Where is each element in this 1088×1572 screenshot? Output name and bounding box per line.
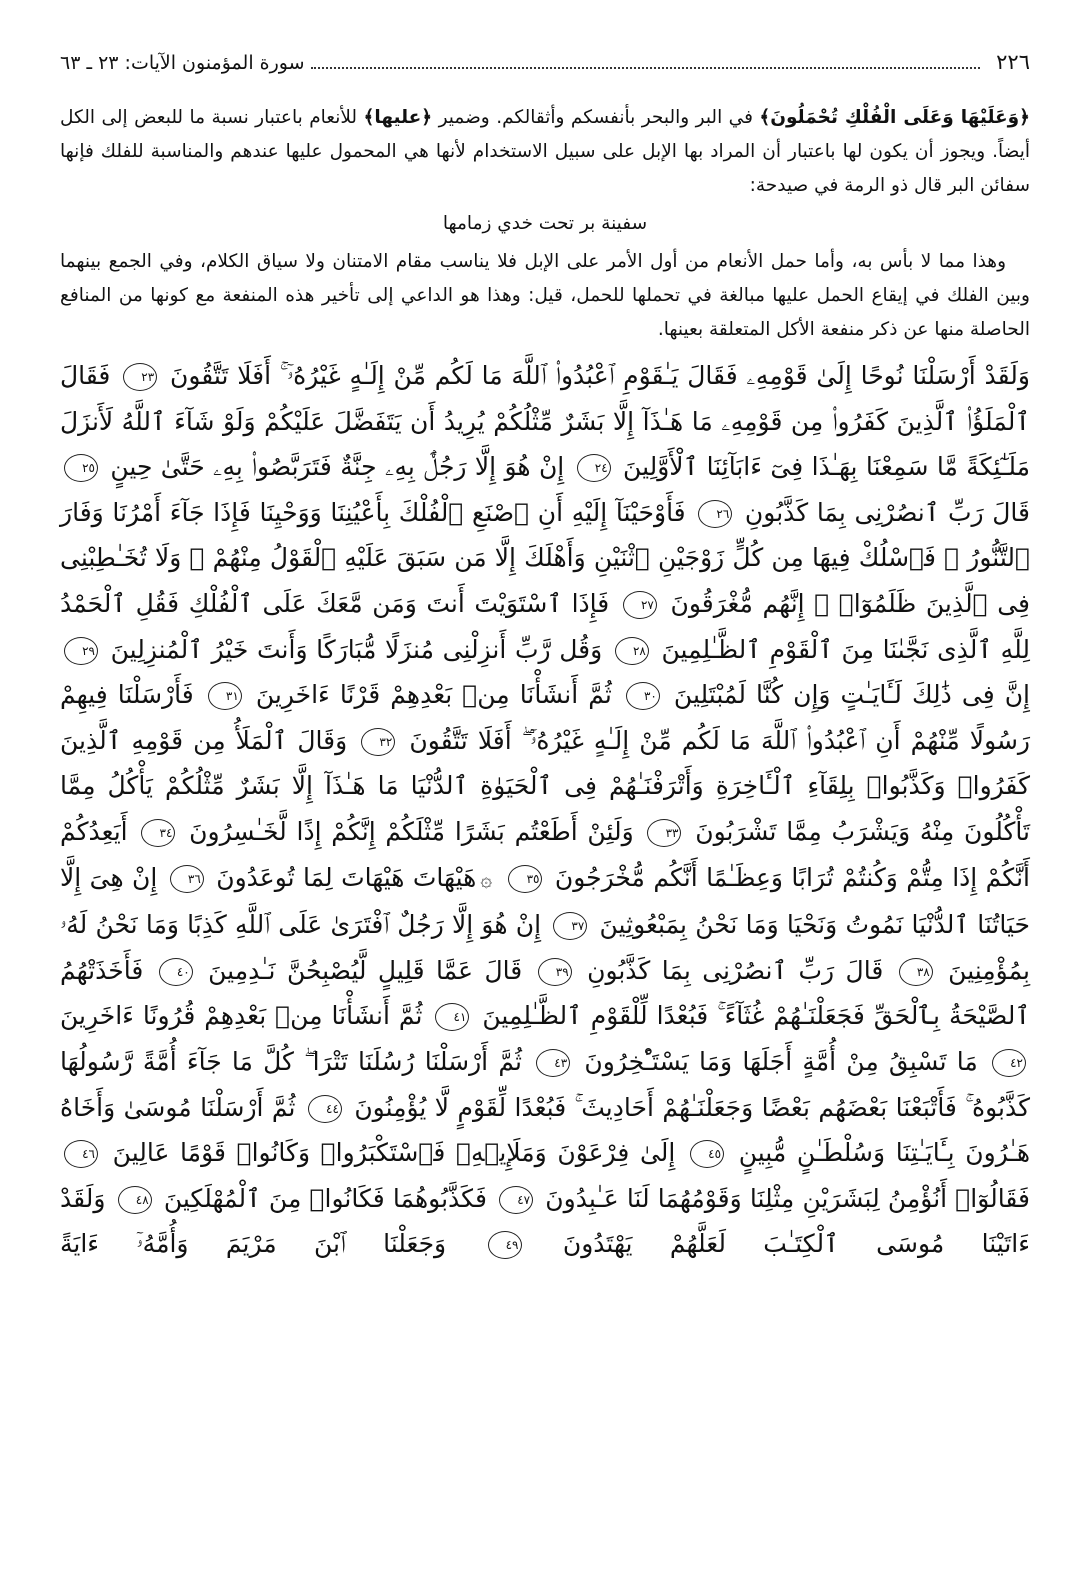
ayah-number-marker: ٤٩ [488,1231,522,1259]
page-number: ٢٢٦ [996,50,1030,74]
ayah-text: قَالَ رَبِّ ٱنصُرْنِى بِمَا كَذَّبُونِ [587,955,884,985]
ayah-text: ثُمَّ أَرْسَلْنَا مُوسَىٰ وَأَخَاهُ هَـٰرُونَ بِـَٔايَـٰتِنَا وَسُلْطَـٰنٍ مُّبِينٍ [60,1092,1031,1168]
ayah-number-marker: ٤٥ [690,1140,724,1168]
ayah-text: فَأَخَذَتْهُمُ ٱلصَّيْحَةُ بِٱلْحَقِّ فَجَعَلْنَـٰهُمْ غُثَآءً ۚ فَبُعْدًا لِّلْقَوْمِ ٱلظَّـٰلِمِينَ [60,955,1030,1031]
quran-text-block [60,353,1030,1267]
running-title: سورة المؤمنون الآيات: ٢٣ ـ ٦٣ [60,52,305,74]
ayah-text: وَقَالَ ٱلْمَلَأُ مِن قَوْمِهِ ٱلَّذِينَ كَفَرُوا۟ وَكَذَّبُوا۟ بِلِقَآءِ ٱلْـَٔاخِرَةِ وَأَتْرَفْنَـٰهُمْ فِى ٱلْحَيَوٰةِ ٱلدُّنْيَا مَا هَـٰذَآ إِلَّا بَشَرٌ مِّثْلُكُمْ يَأْكُلُ مِمَّا تَأْكُلُونَ مِنْهُ وَيَشْرَبُ مِمَّا تَشْرَبُونَ [60,725,1031,846]
ayah-number-marker: ٣٠ [626,682,660,710]
ayah-text: فَقَالُوٓا۟ أَنُؤْمِنُ لِبَشَرَيْنِ مِثْلِنَا وَقَوْمُهُمَا لَنَا عَـٰبِدُونَ [545,1183,1030,1213]
page-header [60,50,1030,87]
ayah-number-marker: ٢٧ [623,591,657,619]
ayah-number-marker: ٣٣ [647,819,681,847]
quoted-word: ﴿عليها﴾ [363,107,433,128]
ayah-number-marker: ٣٩ [538,958,572,986]
poetry-verse: سفينة بر تحت خدي زمامها [442,213,648,234]
ayah-number-marker: ٣٢ [361,728,395,756]
ayah-text: فَقَالَ ٱلْمَلَؤُا۟ ٱلَّذِينَ كَفَرُوا۟ مِن قَوْمِهِۦ مَا هَـٰذَآ إِلَّا بَشَرٌ مِّثْلُكُمْ يُرِيدُ أَن يَتَفَضَّلَ عَلَيْكُمْ وَلَوْ شَآءَ ٱللَّهُ لَأَنزَلَ مَلَـٰٓئِكَةً مَّا سَمِعْنَا بِهَـٰذَا فِىٓ ءَابَآئِنَا ٱلْأَوَّلِينَ [60,361,1030,482]
ayah-text: قَالَ عَمَّا قَلِيلٍ لَّيُصْبِحُنَّ نَـٰدِمِينَ [208,955,523,985]
ayah-number-marker: ٣٧ [553,912,587,940]
ayah-text: إِنَّ فِى ذَٰلِكَ لَـَٔايَـٰتٍ وَإِن كُنَّا لَمُبْتَلِينَ [673,680,1031,710]
ayah-text: إِلَىٰ فِرْعَوْنَ وَمَلَإِي۟هِۦ فَٱسْتَكْبَرُوا۟ وَكَانُوا۟ قَوْمًا عَالِينَ [112,1138,676,1168]
ayah-number-marker: ٤٠ [159,958,193,986]
ayah-text: فَكَذَّبُوهُمَا فَكَانُوا۟ مِنَ ٱلْمُهْلَكِينَ [163,1183,487,1213]
ayah-text: قَالَ رَبِّ ٱنصُرْنِى بِمَا كَذَّبُونِ [744,497,1030,527]
commentary-paragraph-1 [60,101,1030,203]
ayah-number-marker: ٤٤ [308,1095,342,1123]
ayah-text: مَا تَسْبِقُ مِنْ أُمَّةٍ أَجَلَهَا وَمَا يَسْتَـْٔخِرُونَ [584,1046,978,1076]
ayah-text: إِنْ هُوَ إِلَّا رَجُلٌۢ بِهِۦ جِنَّةٌ فَتَرَبَّصُوا۟ بِهِۦ حَتَّىٰ حِينٍ [110,452,565,482]
ayah-text: وَلَئِنْ أَطَعْتُم بَشَرًا مِّثْلَكُمْ إِنَّكُمْ إِذًا لَّخَـٰسِرُونَ [189,816,634,846]
ayah-number-marker: ٤٣ [536,1049,570,1077]
ayah-text: وَقُل رَّبِّ أَنزِلْنِى مُنزَلًا مُّبَارَكًا وَأَنتَ خَيْرُ ٱلْمُنزِلِينَ [110,634,603,664]
ayah-text: وَلَقَدْ ءَاتَيْنَا مُوسَى ٱلْكِتَـٰبَ لَعَلَّهُمْ يَهْتَدُونَ [60,1183,1030,1259]
ayah-number-marker: ٣٨ [899,958,933,986]
ayah-text: إِنْ هُوَ إِلَّا رَجُلٌ ٱفْتَرَىٰ عَلَى ٱللَّهِ كَذِبًا وَمَا نَحْنُ لَهُۥ بِمُؤْمِنِينَ [60,910,1031,985]
hizb-mark-icon: ۞ [480,866,493,891]
ayah-number-marker: ٤٢ [992,1049,1026,1077]
ayah-text: ثُمَّ أَرْسَلْنَا رُسُلَنَا تَتْرَا ۖ كُلَّ مَا جَآءَ أُمَّةً رَّسُولُهَا كَذَّبُوهُ ۚ فَأَتْبَعْنَا بَعْضَهُم بَعْضًا وَجَعَلْنَـٰهُمْ أَحَادِيثَ ۚ فَبُعْدًا لِّقَوْمٍ لَّا يُؤْمِنُونَ [60,1046,1030,1122]
ayah-number-marker: ٤٧ [499,1186,533,1214]
ayah-text: أَيَعِدُكُمْ أَنَّكُمْ إِذَا مِتُّمْ وَكُنتُمْ تُرَابًا وَعِظَـٰمًا أَنَّكُم مُّخْرَجُونَ [60,816,1030,892]
dotted-leader [311,53,981,69]
ayah-text: هَيْهَاتَ هَيْهَاتَ لِمَا تُوعَدُونَ [216,862,477,892]
ayah-number-marker: ٢٨ [615,637,649,665]
ayah-number-marker: ٢٤ [577,454,611,482]
ayah-number-marker: ٤٦ [64,1140,98,1168]
ayah-text: وَجَعَلْنَا ٱبْنَ مَرْيَمَ وَأُمَّهُۥٓ ءَايَةً [60,1229,447,1259]
ayah-number-marker: ٣٥ [508,865,542,893]
ayah-text: وَلَقَدْ أَرْسَلْنَا نُوحًا إِلَىٰ قَوْمِهِۦ فَقَالَ يَـٰقَوْمِ ٱعْبُدُوا۟ ٱللَّهَ مَا لَكُم مِّنْ إِلَـٰهٍ غَيْرُهُۥٓ ۚ أَفَلَا تَتَّقُونَ [169,361,1030,390]
commentary-text-segment: للأنعام باعتبار نسبة ما للبعض إلى الكل أيضاً. ويجوز أن يكون لها باعتبار أن المراد بها الإبل على سبيل الاستخدام لأنها هي المحمول عليها عندهم والمناسبة للفلك فإنها سفائن البر قال ذو الرمة في صيدحة: [60,107,1030,196]
ayah-text: فَإِذَا ٱسْتَوَيْتَ أَنتَ وَمَن مَّعَكَ عَلَى ٱلْفُلْكِ فَقُلِ ٱلْحَمْدُ لِلَّهِ ٱلَّذِى نَجَّىٰنَا مِنَ ٱلْقَوْمِ ٱلظَّـٰلِمِينَ [60,588,1030,664]
commentary-paragraph-2: وهذا مما لا بأس به، وأما حمل الأنعام من أول الأمر على الإبل فلا يناسب مقام الامتنان ولا سياق الكلام، وفي الجمع بينهما وبين الفلك في إيقاع الحمل عليها مبالغة في تحملها للحمل، قيل: وهذا هو الداعي إلى تأخير هذه المنفعة مع كونها من المنافع الحاصلة منها عن ذكر منفعة الأكل المتعلقة بعينها. [60,251,1030,340]
ayah-text: فَأَرْسَلْنَا فِيهِمْ رَسُولًا مِّنْهُمْ أَنِ ٱعْبُدُوا۟ ٱللَّهَ مَا لَكُم مِّنْ إِلَـٰهٍ غَيْرُهُۥٓ ۖ أَفَلَا تَتَّقُونَ [60,680,1030,755]
ayah-text: ثُمَّ أَنشَأْنَا مِنۢ بَعْدِهِمْ قُرُونًا ءَاخَرِينَ [60,1001,423,1031]
ayah-number-marker: ٢٦ [698,500,732,528]
ayah-number-marker: ٤٨ [118,1186,152,1214]
ayah-text: ثُمَّ أَنشَأْنَا مِنۢ بَعْدِهِمْ قَرْنًا ءَاخَرِينَ [255,680,612,710]
quoted-ayah: ﴿وَعَلَيْهَا وَعَلَى الْفُلْكِ تُحْمَلُونَ﴾ [759,107,1031,128]
book-page [60,50,1030,1540]
ayah-number-marker: ٣٤ [141,819,175,847]
ayah-number-marker: ٣٦ [170,865,204,893]
ayah-number-marker: ٢٩ [64,637,98,665]
ayah-text: إِنْ هِىَ إِلَّا حَيَاتُنَا ٱلدُّنْيَا نَمُوتُ وَنَحْيَا وَمَا نَحْنُ بِمَبْعُوثِينَ [60,862,1030,940]
ayah-text: فَأَوْحَيْنَآ إِلَيْهِ أَنِ ٱصْنَعِ ٱلْفُلْكَ بِأَعْيُنِنَا وَوَحْيِنَا فَإِذَا جَآءَ أَمْرُنَا وَفَارَ ٱلتَّنُّورُ ۙ فَٱسْلُكْ فِيهَا مِن كُلٍّ زَوْجَيْنِ ٱثْنَيْنِ وَأَهْلَكَ إِلَّا مَن سَبَقَ عَلَيْهِ ٱلْقَوْلُ مِنْهُمْ ۖ وَلَا تُخَـٰطِبْنِى فِى ٱلَّذِينَ ظَلَمُوٓا۟ ۖ إِنَّهُم مُّغْرَقُونَ [60,497,1030,618]
ayah-number-marker: ٢٣ [123,363,157,391]
commentary-text-segment: في البر والبحر بأنفسكم وأثقالكم. وضمير [432,107,760,128]
commentary-text [60,101,1030,347]
ayah-number-marker: ٤١ [435,1003,469,1031]
ayah-number-marker: ٣١ [208,682,242,710]
ayah-number-marker: ٢٥ [64,454,98,482]
